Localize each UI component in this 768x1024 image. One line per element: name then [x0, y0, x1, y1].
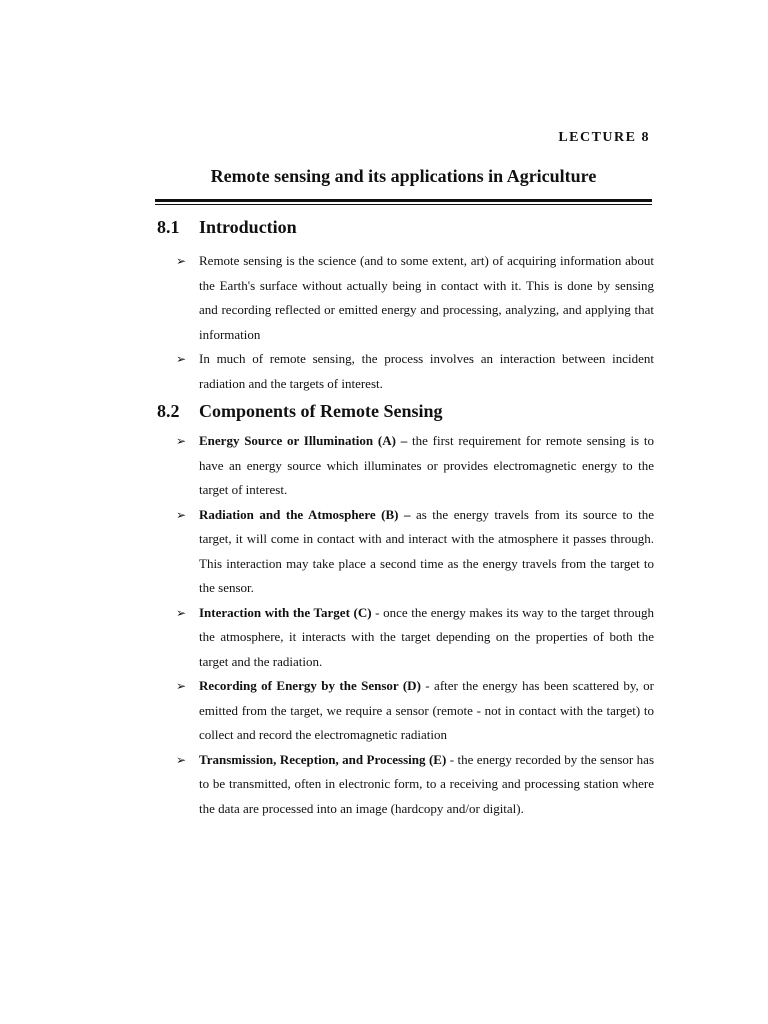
arrow-bullet-icon: ➢	[176, 679, 187, 693]
section-number: 8.2	[157, 401, 180, 421]
lecture-label: LECTURE 8	[558, 130, 650, 145]
bullet-text: - once the energy makes its way to the target through the atmosphere, it interacts with the target depending on the properties of both the target and the radiation.	[199, 604, 654, 669]
bullet-text: as the energy travels from its source to the target, it will come in contact with and interact with the atmosphere it passes through. This interaction may take place a second time as the energy travels from the target to the sensor.	[199, 506, 654, 595]
section-number: 8.1	[157, 217, 180, 237]
list-item	[176, 748, 654, 822]
section-heading-introduction	[157, 217, 297, 238]
bullet-text: Remote sensing is the science (and to some extent, art) of acquiring information about the Earth's surface without actually being in contact with it. This is done by sensing and recording reflected or emitted energy and processing, analyzing, and applying that information	[199, 253, 654, 342]
list-item	[176, 674, 654, 748]
arrow-bullet-icon: ➢	[176, 434, 187, 448]
list-item	[176, 503, 654, 601]
list-item	[176, 347, 654, 396]
bullet-bold-lead: Radiation and the Atmosphere (B) –	[199, 506, 411, 522]
bullet-bold-lead: Interaction with the Target (C)	[199, 604, 372, 620]
title-rule-thin	[155, 204, 652, 205]
bullet-text: In much of remote sensing, the process involves an interaction between incident radiation and the targets of interest.	[199, 351, 654, 391]
bullet-bold-lead: Recording of Energy by the Sensor (D)	[199, 678, 421, 693]
arrow-bullet-icon: ➢	[176, 254, 187, 268]
bullet-text: the first requirement for remote sensing is to have an energy source which illuminates or provides electromagnetic energy to the target of interest.	[199, 433, 654, 497]
title-rule	[155, 199, 652, 202]
list-item	[176, 601, 654, 675]
section-heading-components	[157, 401, 443, 422]
bullet-text: - after the energy has been scattered by, or emitted from the target, we require a sensor (remote - not in contact with the target) to collect and record the electromagnetic radiation	[199, 678, 654, 742]
document-title: Remote sensing and its applications in Agriculture	[210, 166, 597, 186]
arrow-bullet-icon: ➢	[176, 507, 187, 522]
bullet-text: - the energy recorded by the sensor has to be transmitted, often in electronic form, to a receiving and processing station where the data are processed into an image (hardcopy and/or digital).	[199, 751, 655, 816]
components-bullet-list	[176, 429, 654, 821]
list-item	[176, 249, 654, 347]
bullet-bold-lead: Energy Source or Illumination (A) –	[199, 433, 408, 448]
list-item	[176, 429, 654, 503]
arrow-bullet-icon: ➢	[176, 352, 187, 366]
section-title: Introduction	[199, 217, 297, 237]
arrow-bullet-icon: ➢	[176, 752, 187, 767]
arrow-bullet-icon: ➢	[176, 605, 187, 620]
bullet-bold-lead: Transmission, Reception, and Processing (E)	[199, 751, 447, 767]
introduction-bullet-list	[176, 249, 654, 396]
section-title: Components of Remote Sensing	[199, 401, 443, 421]
